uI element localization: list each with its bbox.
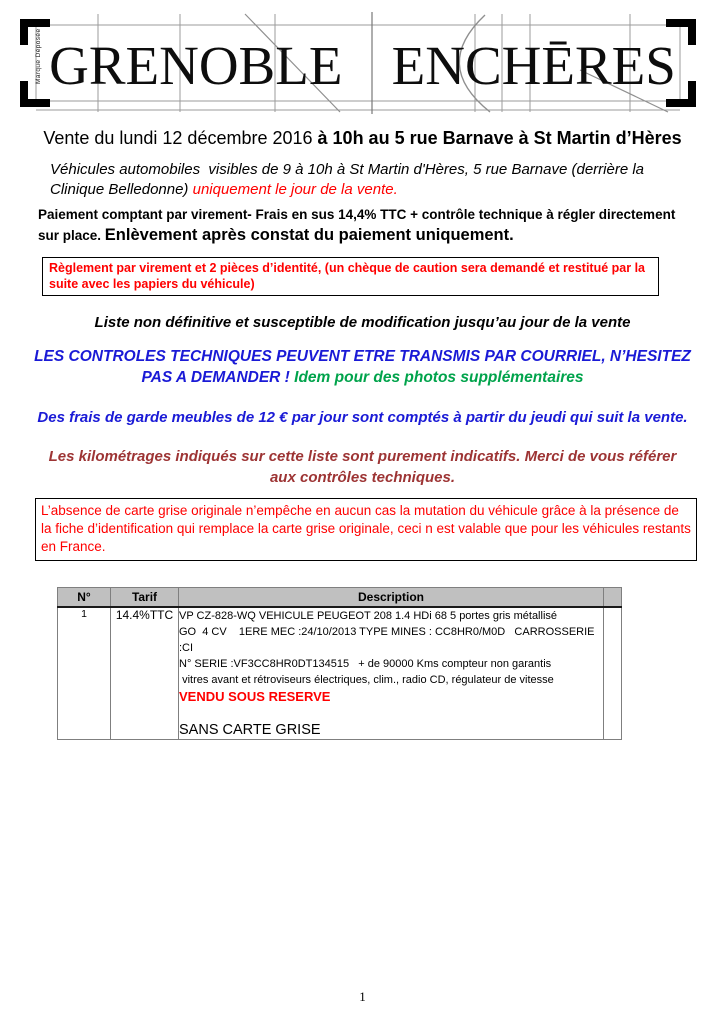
lot-description-line: N° SERIE :VF3CC8HR0DT134515 + de 90000 Kms compteur non garantis (179, 658, 552, 671)
logo-trademark-text: Marque Déposée (35, 28, 42, 84)
viewing-info-text: Véhicules automobiles visibles de 9 à 10h à St Martin d'Hères, 5 rue Barnave (derrière la Clinique Belledonne) (50, 161, 649, 198)
logo-wordmark (20, 22, 696, 108)
lot-description-cell (179, 607, 604, 740)
column-header-empty (604, 587, 622, 607)
column-header-tarif: Tarif (111, 587, 179, 607)
payment-terms-paragraph (38, 204, 689, 247)
extra-photos-text: Idem pour des photos supplémentaires (294, 368, 584, 386)
payment-terms-text: Paiement comptant par virement- Frais en sus 14,4% TTC + contrôle technique à régler directement sur place. (38, 207, 676, 244)
lot-description-line: GO 4 CV 1ERE MEC :24/10/2013 TYPE MINES : CC8HR0/M0D CARROSSERIE :CI (179, 626, 598, 655)
page-number: 1 (359, 989, 366, 1004)
sale-title-date: Vente du lundi 12 décembre 2016 (43, 128, 313, 148)
lot-tarif: 14.4%TTC (111, 607, 179, 740)
technical-inspection-text: LES CONTROLES TECHNIQUES PEUVENT ETRE TRANSMIS PAR COURRIEL, N’HESITEZ PAS A DEMANDER ! (34, 347, 691, 386)
registration-notice-box: L’absence de carte grise originale n’empêche en aucun cas la mutation du véhicule grâce à la présence de la fiche d’identification qui remplace la carte grise originale, ceci n est valable que pour les véhicules restants en France. (35, 498, 697, 561)
sale-title-location: à 10h au 5 rue Barnave à St Martin d’Hères (312, 128, 682, 148)
mileage-disclaimer-note: Les kilométrages indiqués sur cette liste sont purement indicatifs. Merci de vous référer aux contrôles techniques. (48, 447, 677, 486)
lot-spacer (179, 706, 603, 721)
payment-notice-box: Règlement par virement et 2 pièces d’identité, (un chèque de caution sera demandé et restitué par la suite avec les papiers du véhicule) (42, 257, 659, 296)
lot-empty-cell (604, 607, 622, 740)
lot-number: 1 (58, 607, 111, 740)
logo-word-encheres: ENCHĒRES (391, 34, 676, 96)
sale-title (40, 126, 685, 150)
lots-table (57, 587, 622, 741)
lot-description-line: vitres avant et rétroviseurs électriques, clim., radio CD, régulateur de vitesse (179, 674, 554, 687)
table-row (58, 607, 622, 740)
viewing-info-highlight: uniquement le jour de la vente. (192, 181, 398, 198)
logo-word-grenoble: GRENOBLE (49, 34, 343, 96)
grenoble-encheres-logo (20, 12, 696, 114)
table-header-row (58, 587, 622, 607)
lot-note: SANS CARTE GRISE (179, 722, 321, 739)
column-header-description: Description (179, 587, 604, 607)
payment-terms-emphasis: Enlèvement après constat du paiement uniquement. (104, 226, 514, 245)
lot-description-line: VP CZ-828-WQ VEHICULE PEUGEOT 208 1.4 HDi 68 5 portes gris métallisé (179, 610, 558, 623)
storage-fees-note: Des frais de garde meubles de 12 € par jour sont comptés à partir du jeudi qui suit la vente. (37, 408, 688, 426)
technical-inspection-note (24, 346, 701, 388)
column-header-number: N° (58, 587, 111, 607)
lot-status: VENDU SOUS RESERVE (179, 689, 331, 705)
viewing-info-paragraph (50, 160, 679, 200)
provisional-list-note: Liste non définitive et susceptible de modification jusqu’au jour de la vente (94, 313, 631, 331)
